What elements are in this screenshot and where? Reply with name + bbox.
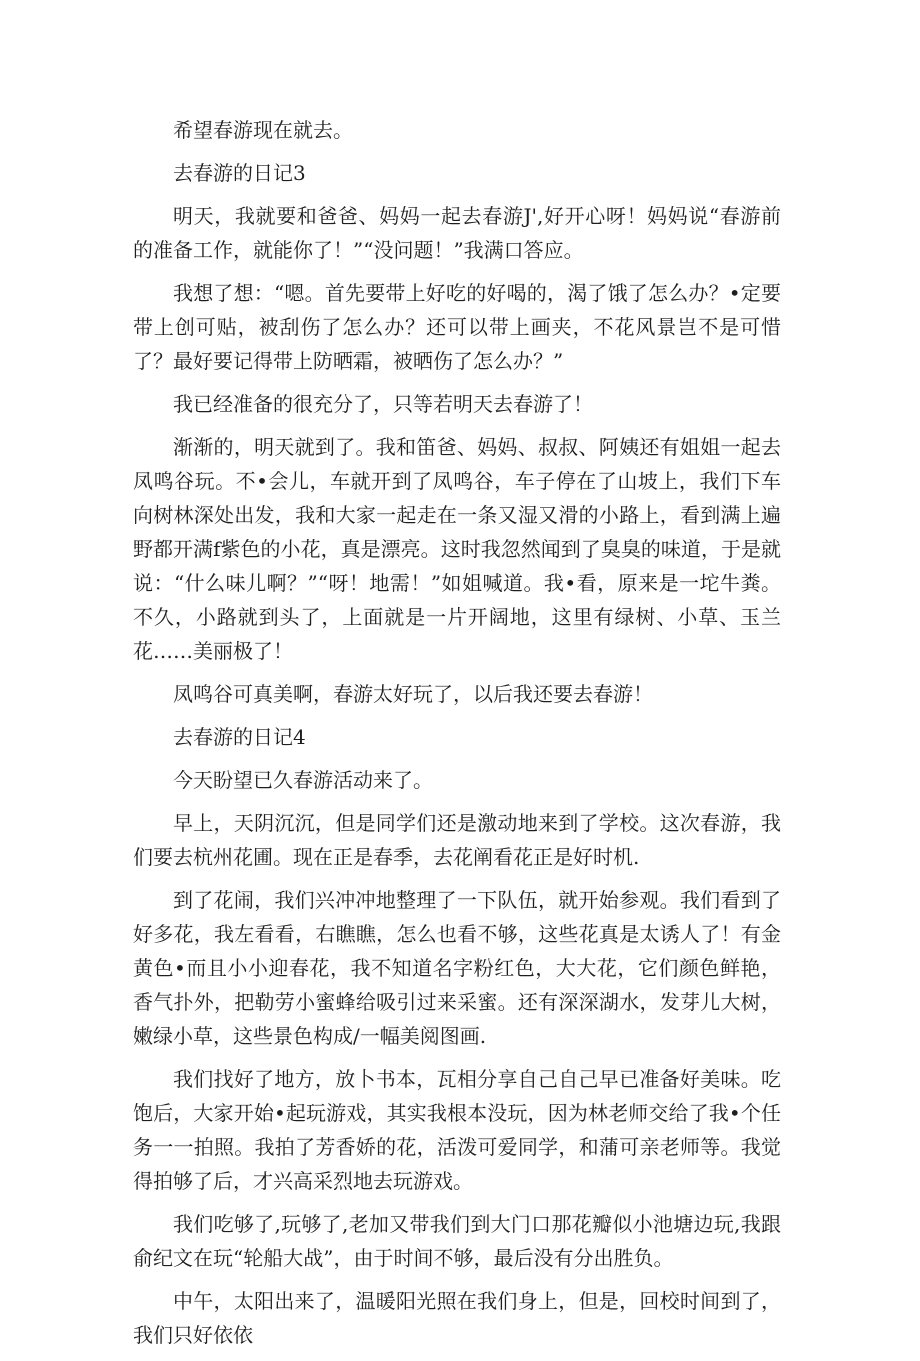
paragraph: 希望春游现在就去。 — [173, 118, 353, 142]
paragraph: 凤鸣谷可真美啊，春游太好玩了，以后我还要去春游！ — [173, 682, 653, 706]
document-body — [133, 113, 781, 1361]
paragraph: 今天盼望已久春游活动来了。 — [173, 768, 433, 792]
paragraph: 渐渐的，明天就到了。我和笛爸、妈妈、叔叔、阿姨还有姐姐一起去凤鸣谷玩。不•会儿，车就开到了凤鸣谷，车子停在了山坡上，我们下车向树林深处出发，我和大家一起走在一条又湿又滑的小路上，看到满上遍野都开满f紫色的小花，真是漂亮。这时我忽然闻到了臭臭的味道，于是就说：“什么味儿啊？”“呀！地需！”如姐喊道。我•看，原来是一坨牛粪。不久，小路就到头了，上面就是一片开阔地，这里有绿树、小草、玉兰花……美丽极了！ — [133, 435, 781, 663]
paragraph: 我们吃够了,玩够了,老加又带我们到大门口那花瓣似小池塘边玩,我跟俞纪文在玩“轮船大战”，由于时间不够，最后没有分出胜负。 — [133, 1212, 781, 1270]
section-heading: 去春游的日记3 — [173, 161, 306, 185]
section-heading: 去春游的日记4 — [173, 725, 306, 749]
paragraph: 到了花闹，我们兴冲冲地整理了一下队伍，就开始参观。我们看到了好多花，我左看看，右瞧瞧，怎么也看不够，这些花真是太诱人了！有金黄色•而且小小迎春花，我不知道名字粉红色，大大花，它们颜色鲜艳，香气扑外，把勒劳小蜜蜂给吸引过来采蜜。还有深深湖水，发芽儿大树，嫩绿小草，这些景色构成/一幅美阅图画. — [133, 888, 781, 1048]
paragraph: 我已经准备的很充分了，只等若明天去春游了！ — [173, 392, 593, 416]
paragraph: 我们找好了地方，放卜书本，瓦相分享自己自己早已准备好美味。吃饱后，大家开始•起玩游戏，其实我根本没玩，因为林老师交给了我•个任务一一拍照。我拍了芳香娇的花，活泼可爱同学，和蒲可亲老师等。我觉得拍够了后，才兴高采烈地去玩游戏。 — [133, 1067, 781, 1193]
paragraph: 我想了想：“嗯。首先要带上好吃的好喝的，渴了饿了怎么办？•定要带上创可贴，被刮伤了怎么办？还可以带上画夹，不花风景岂不是可惜了？最好要记得带上防晒霜，被晒伤了怎么办？” — [133, 281, 781, 373]
paragraph: 中午，太阳出来了，温暖阳光照在我们身上，但是，回校时间到了，我们只好依依 — [133, 1289, 781, 1347]
paragraph: 早上，天阴沉沉，但是同学们还是激动地来到了学校。这次春游，我们要去杭州花圃。现在正是春季，去花阐看花正是好时机. — [133, 811, 781, 869]
paragraph: 明天，我就要和爸爸、妈妈一起去春游J',好开心呀！妈妈说“春游前的准备工作，就能你了！”“没问题！”我满口答应。 — [133, 204, 781, 262]
